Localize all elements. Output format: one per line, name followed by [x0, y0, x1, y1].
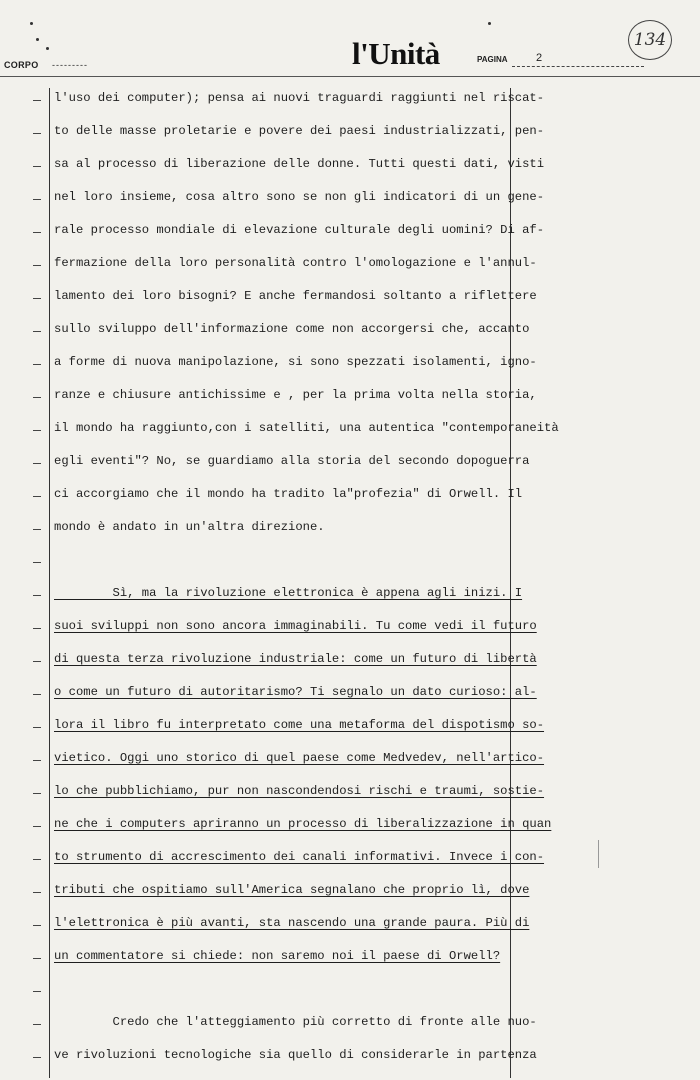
text-line: lamento dei loro bisogni? E anche fermandosi soltanto a riflettere	[54, 289, 537, 303]
text-line: ve rivoluzioni tecnologiche sia quello di considerarle in partenza	[54, 1048, 537, 1062]
text-line: lora il libro fu interpretato come una metaforma del dispotismo so-	[54, 718, 545, 732]
text-line: Sì, ma la rivoluzione elettronica è appena agli inizi. I	[54, 586, 523, 600]
text-line: tributi che ospitiamo sull'America segnalano che proprio lì, dove	[54, 883, 530, 897]
masthead-logo: l'Unità	[352, 36, 440, 71]
text-line: ci accorgiamo che il mondo ha tradito la"profezia" di Orwell. Il	[54, 487, 523, 501]
edge-mark	[598, 840, 599, 868]
text-line: Credo che l'atteggiamento più corretto di fronte alle nuo-	[54, 1015, 537, 1029]
left-margin-rule	[49, 88, 50, 1078]
text-line: l'uso dei computer); pensa ai nuovi traguardi raggiunti nel riscat-	[54, 91, 545, 105]
text-line: to delle masse proletarie e povere dei paesi industrializzati, pen-	[54, 124, 545, 138]
text-line: un commentatore si chiede: non saremo noi il paese di Orwell?	[54, 949, 501, 963]
text-line: sullo sviluppo dell'informazione come non accorgersi che, accanto	[54, 322, 530, 336]
text-line: vietico. Oggi uno storico di quel paese come Medvedev, nell'artico-	[54, 751, 545, 765]
text-line: l'elettronica è più avanti, sta nascendo una grande paura. Più di	[54, 916, 530, 930]
corpo-label: CORPO	[4, 60, 39, 70]
text-line: o come un futuro di autoritarismo? Ti segnalo un dato curioso: al-	[54, 685, 537, 699]
page-stamp: 134	[628, 20, 672, 60]
text-line: nel loro insieme, cosa altro sono se non gli indicatori di un gene-	[54, 190, 545, 204]
text-line: il mondo ha raggiunto,con i satelliti, una autentica "contemporaneità	[54, 421, 559, 435]
text-line: to strumento di accrescimento dei canali informativi. Invece i con-	[54, 850, 545, 864]
text-line: sa al processo di liberazione delle donne. Tutti questi dati, visti	[54, 157, 545, 171]
text-line: suoi sviluppi non sono ancora immaginabili. Tu come vedi il futuro	[54, 619, 537, 633]
text-line: ranze e chiusure antichissime e , per la prima volta nella storia,	[54, 388, 537, 402]
text-line: fermazione della loro personalità contro l'omologazione e l'annul-	[54, 256, 537, 270]
pagina-number: 2	[536, 52, 543, 64]
text-line: lo che pubblichiamo, pur non nascondendosi rischi e traumi, sostie-	[54, 784, 545, 798]
page-header	[0, 0, 700, 78]
header-rule	[0, 76, 700, 77]
text-line: rale processo mondiale di elevazione culturale degli uomini? Di af-	[54, 223, 545, 237]
text-line: a forme di nuova manipolazione, si sono spezzati isolamenti, igno-	[54, 355, 537, 369]
text-line: mondo è andato in un'altra direzione.	[54, 520, 325, 534]
text-line: di questa terza rivoluzione industriale: come un futuro di libertà	[54, 652, 537, 666]
corpo-field: ---------	[52, 60, 88, 70]
pagina-label: PAGINA	[477, 55, 508, 64]
pagina-field-line	[512, 66, 644, 67]
text-line: egli eventi"? No, se guardiamo alla storia del secondo dopoguerra	[54, 454, 530, 468]
text-line: ne che i computers apriranno un processo di liberalizzazione in quan	[54, 817, 552, 831]
